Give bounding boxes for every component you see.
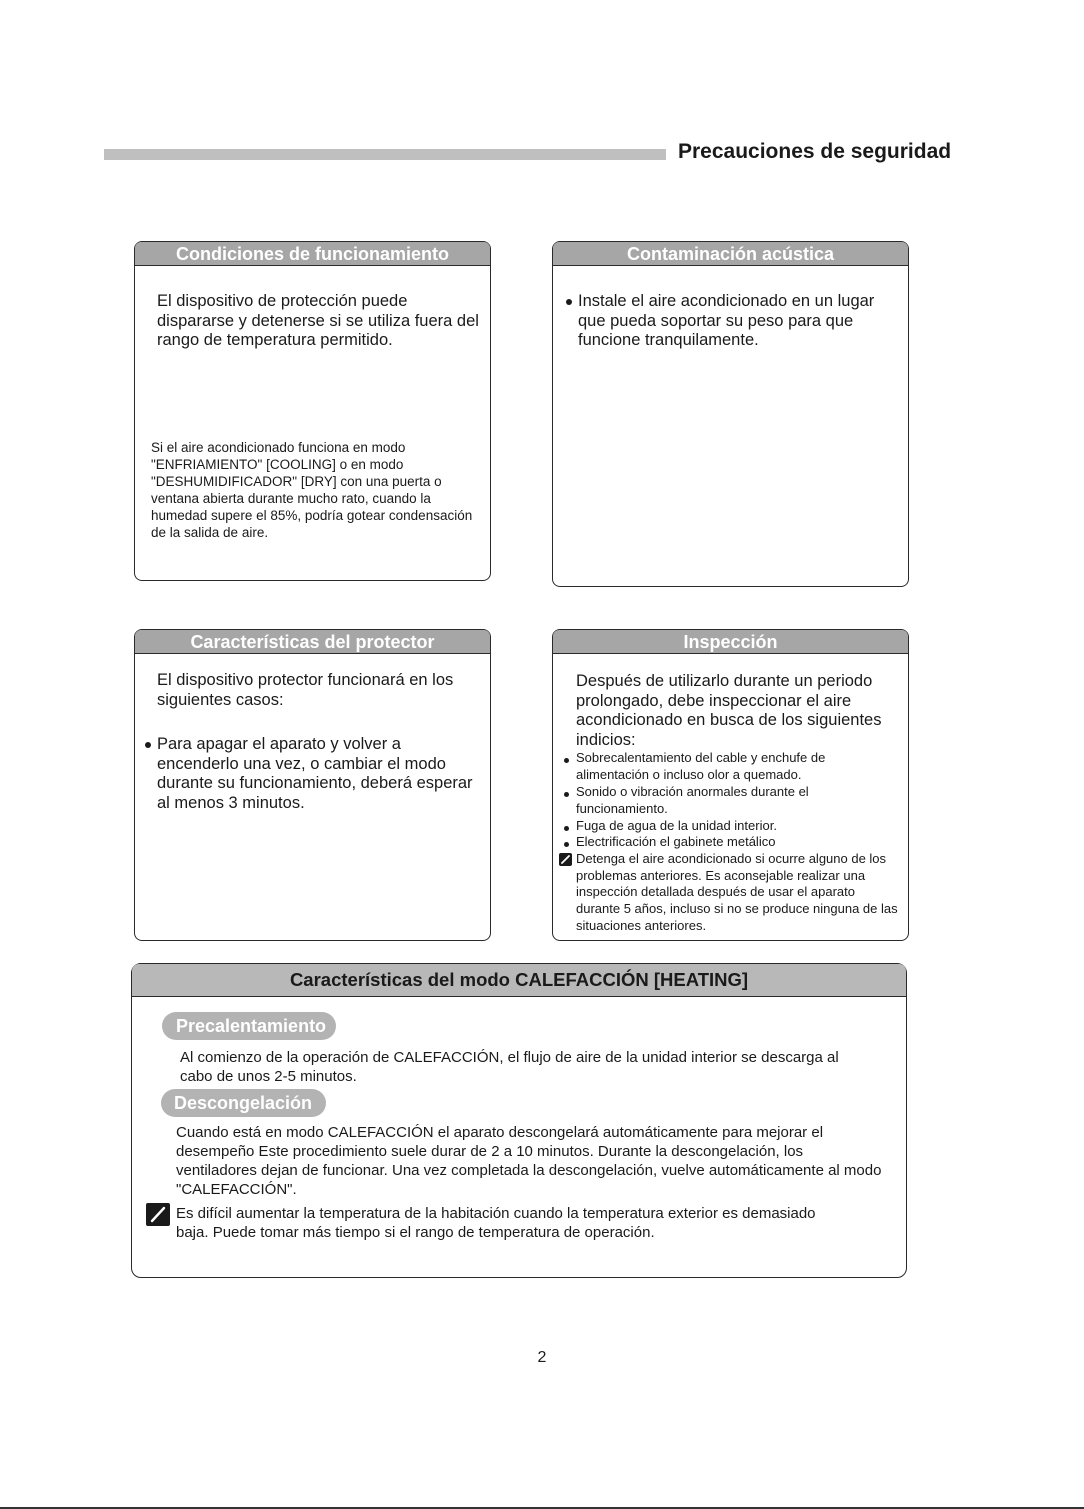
protector-title: Características del protector [135,630,490,654]
inspection-title: Inspección [553,630,908,654]
inspection-item-text: Sonido o vibración anormales durante el funcionamiento. [576,784,809,816]
heating-box [131,963,907,1278]
inspection-item-text: Electrificación el gabinete metálico [576,834,776,849]
heating-note: Es difícil aumentar la temperatura de la habitación cuando la temperatura exterior es demasiado baja. Puede tomar más tiempo si el rango de temperatura de operación. [176,1205,816,1241]
bullet-icon [145,742,151,748]
inspection-item [564,834,899,852]
inspection-item-text: Fuga de agua de la unidad interior. [576,818,777,833]
defrost-text: Cuando está en modo CALEFACCIÓN el aparato descongelará automáticamente para mejorar el desempeño Este procedimiento suele durar de 2 a 10 minutos. Durante la descongelación, los ventiladores dejan de funcionar. Una vez completada la descongelación, vuelve automáticamente al modo "CALEFACCIÓN". [176,1124,882,1198]
bullet-icon [564,792,569,797]
preheat-text: Al comienzo de la operación de CALEFACCIÓN, el flujo de aire de la unidad interior se descarga al cabo de unos 2-5 minutos. [180,1049,839,1085]
heating-title: Características del modo CALEFACCIÓN [HEATING] [132,964,906,997]
inspection-item-text: Sobrecalentamiento del cable y enchufe de alimentación o incluso olor a quemado. [576,750,826,782]
inspection-note: Detenga el aire acondicionado si ocurre alguno de los problemas anteriores. Es aconsejable realizar una inspección detallada después de usar el aparato durante 5 años, incluso si no se produce ninguna de las situaciones anteriores. [576,851,898,933]
inspection-item [564,750,899,783]
operating-conditions-para1: El dispositivo de protección puede dispararse y detenerse si se utiliza fuera del rango de temperatura permitido. [157,292,479,349]
noise-bullet [566,292,901,351]
inspection-intro: Después de utilizarlo durante un periodo prolongado, debe inspeccionar el aire acondicionado en busca de los siguientes indicios: [576,672,882,749]
protector-bullet [145,735,475,813]
inspection-box [552,629,909,941]
header-rule [104,149,666,160]
inspection-item [564,784,899,817]
bullet-icon [564,842,569,847]
page-number: 2 [537,1349,547,1366]
page-title: Precauciones de seguridad [678,140,952,163]
operating-conditions-title: Condiciones de funcionamiento [135,242,490,266]
bullet-icon [566,299,572,305]
note-pencil-icon [559,853,572,866]
noise-bullet-text: Instale el aire acondicionado en un lugar que pueda soportar su peso para que funcione tranquilamente. [578,292,875,349]
bullet-icon [564,758,569,763]
protector-bullet-text: Para apagar el aparato y volver a encenderlo una vez, o cambiar el modo durante su funcionamiento, deberá esperar al menos 3 minutos. [157,735,473,812]
noise-title: Contaminación acústica [553,242,908,266]
defrost-label: Descongelación [161,1089,326,1117]
note-pencil-icon [146,1203,170,1226]
operating-conditions-box [134,241,491,581]
preheat-label: Precalentamiento [162,1012,336,1040]
operating-conditions-para2: Si el aire acondicionado funciona en modo "ENFRIAMIENTO" [COOLING] o en modo "DESHUMIDIFICADOR" [DRY] con una puerta o ventana abierta durante mucho rato, cuando la humedad supere el 85%, podría gotear condensación de la salida de aire. [151,440,473,540]
protector-intro: El dispositivo protector funcionará en los siguientes casos: [157,671,454,709]
protector-box [134,629,491,941]
bullet-icon [564,826,569,831]
noise-box [552,241,909,587]
